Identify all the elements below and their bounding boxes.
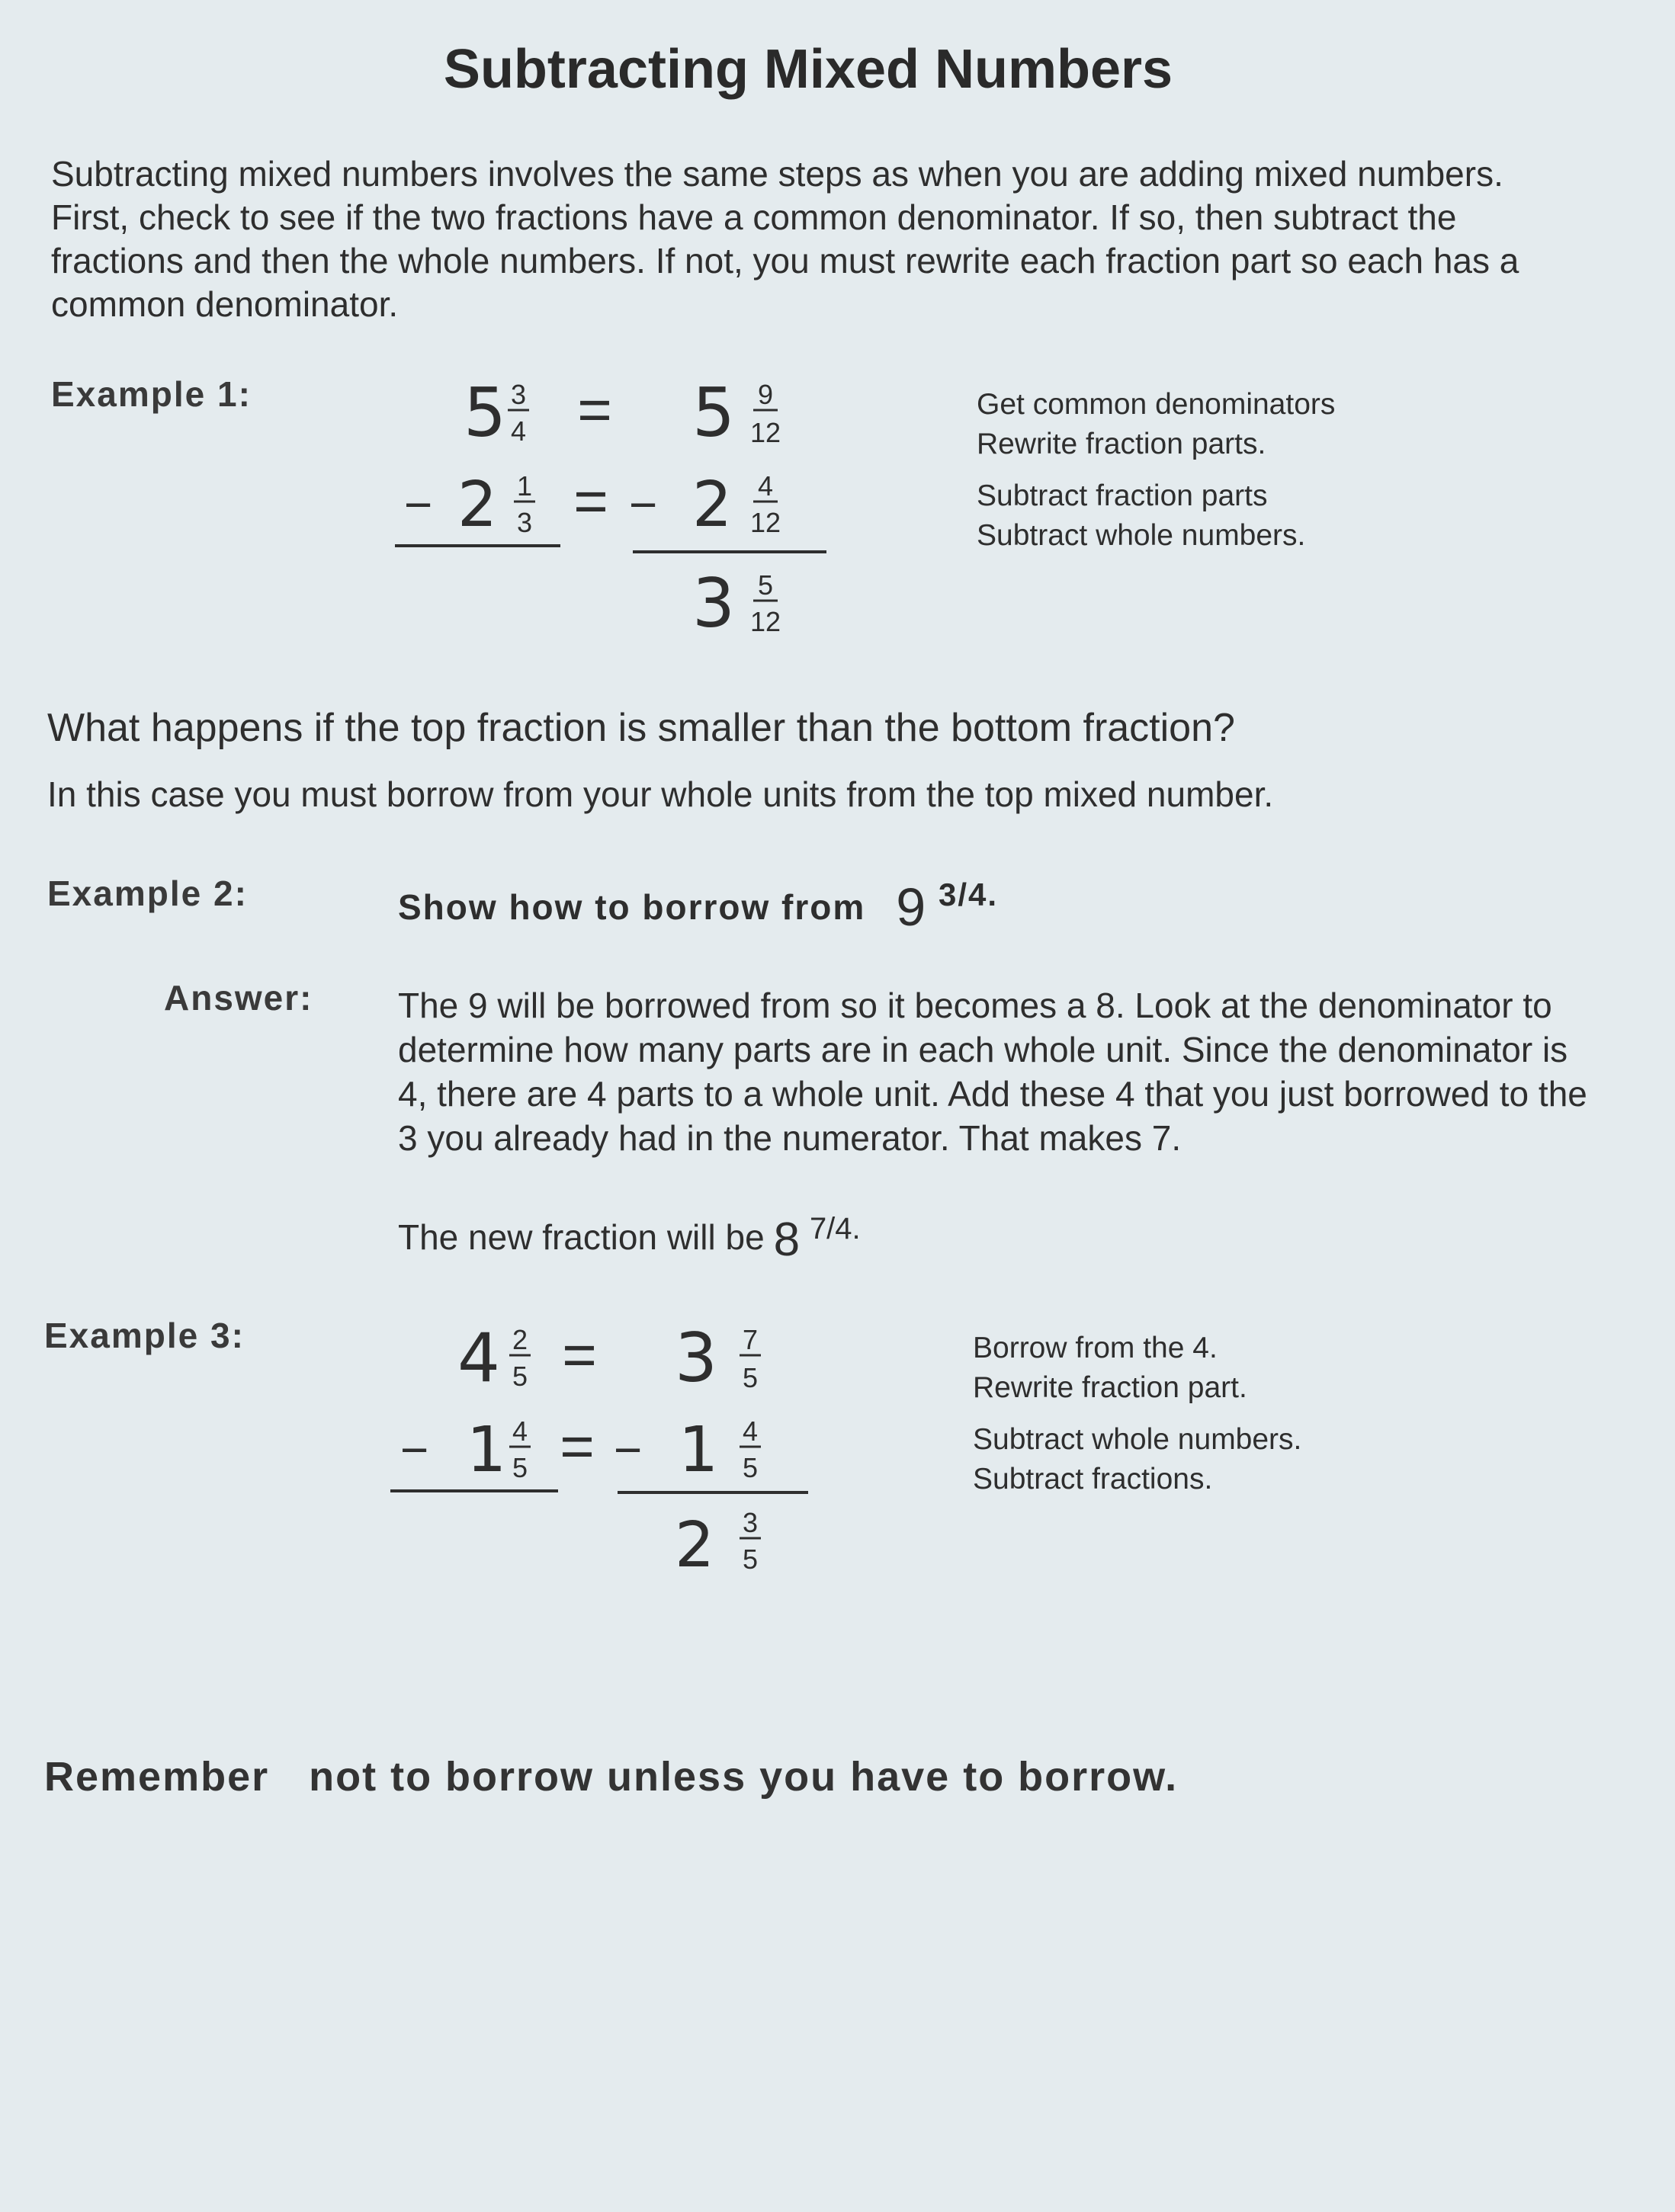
borrow-question: What happens if the top fraction is smaller than the bottom fraction? [47,706,1235,750]
ex1-top-num-r: 9 [757,379,774,410]
example-1-label: Example 1: [51,374,252,414]
remember-rest: not to borrow unless you have to borrow. [309,1754,1179,1800]
example-2-whole: 9 [896,877,928,937]
example-3-label: Example 3: [44,1316,245,1355]
ex3-bot-num: 4 [512,1415,528,1447]
ex1-note-3: Subtract fraction parts [977,479,1268,512]
ex1-note-2: Rewrite fraction parts. [977,428,1266,460]
ex1-eq1: = [577,376,612,443]
ex1-res-den: 12 [749,606,781,637]
ex1-top-den-r: 12 [749,417,781,448]
ex1-top-num: 3 [510,379,527,410]
example-2-fraction: 3/4. [939,877,999,912]
answer-label: Answer: [164,978,313,1018]
ex3-bot-den: 5 [512,1452,528,1483]
ex1-bot-den: 3 [516,507,533,538]
new-fraction-whole: 8 [773,1213,801,1266]
ex3-note-2: Rewrite fraction part. [973,1371,1247,1404]
ex3-bot-num-r: 4 [742,1415,759,1447]
remember-tip [44,1753,1178,1800]
example-3-work [381,1311,854,1585]
ex3-top-num-r: 7 [742,1324,759,1355]
ex3-bot-whole-r: 1 [679,1414,719,1486]
ex1-top-whole-r: 5 [692,373,735,452]
example-2-prompt [398,877,998,938]
ex3-top-den-r: 5 [742,1362,759,1393]
new-fraction-text: The new fraction will be [398,1217,765,1257]
ex1-eq2: = [573,467,608,534]
intro-paragraph: Subtracting mixed numbers involves the same steps as when you are adding mixed numbers. First, check to see if the two fractions have a common denominator. If so, then subtract the fractions and then the whole numbers. If not, you must rewrite each fraction part so each has a common denominator. [51,154,1519,324]
ex1-bot-num-r: 4 [757,470,774,502]
borrow-explanation: In this case you must borrow from your whole units from the top mixed number. [47,774,1274,814]
ex3-notes-b [973,1420,1301,1499]
ex3-note-4: Subtract fractions. [973,1463,1213,1496]
ex1-bot-minus: − [404,477,433,532]
ex1-top-den: 4 [510,415,527,447]
ex3-note-3: Subtract whole numbers. [973,1423,1302,1456]
ex1-bot-whole: 2 [457,469,498,541]
ex1-bot-num: 1 [516,470,533,502]
ex3-top-den: 5 [512,1361,528,1392]
ex3-note-1: Borrow from the 4. [973,1332,1218,1364]
ex3-res-num: 3 [742,1507,759,1538]
answer-text: The 9 will be borrowed from so it becomes a 8. Look at the denominator to determine how many parts are in each whole unit. Since the denominator is 4, there are 4 parts to a whole unit. Add these 4 that you just borrowed to the 3 you already had in the numerator. That makes 7. [398,986,1587,1158]
example-1-work [381,366,854,640]
ex3-bot-minus: − [400,1422,429,1477]
ex3-eq2: = [560,1412,595,1479]
ex1-top-whole: 5 [464,373,506,452]
ex3-top-whole: 4 [457,1319,500,1397]
example-2-label: Example 2: [47,874,248,913]
ex3-bot-minus-r: − [614,1422,643,1477]
new-fraction-value: 7/4. [809,1212,861,1245]
ex3-bot-den-r: 5 [742,1452,759,1483]
ex3-res-den: 5 [742,1544,759,1575]
ex1-res-whole: 3 [692,564,735,640]
ex3-bot-whole: 1 [467,1414,507,1486]
ex1-res-num: 5 [757,569,774,601]
ex3-eq1: = [562,1321,597,1388]
ex3-top-whole-r: 3 [675,1319,717,1397]
example-2-prompt-text: Show how to borrow from [398,887,866,927]
ex1-bot-minus-r: − [629,477,658,532]
new-fraction-line [398,1212,861,1267]
ex3-res-whole: 2 [675,1509,715,1582]
ex1-bot-den-r: 12 [749,507,781,538]
page-title: Subtracting Mixed Numbers [443,39,1173,100]
ex1-note-4: Subtract whole numbers. [977,519,1306,552]
ex1-note-1: Get common denominators [977,388,1336,421]
ex1-notes-b [977,476,1305,556]
ex1-bot-whole-r: 2 [692,469,733,541]
ex3-notes-a [973,1329,1247,1408]
ex3-top-num: 2 [512,1324,528,1355]
remember-word: Remember [44,1754,270,1800]
ex1-notes-a [977,385,1335,464]
